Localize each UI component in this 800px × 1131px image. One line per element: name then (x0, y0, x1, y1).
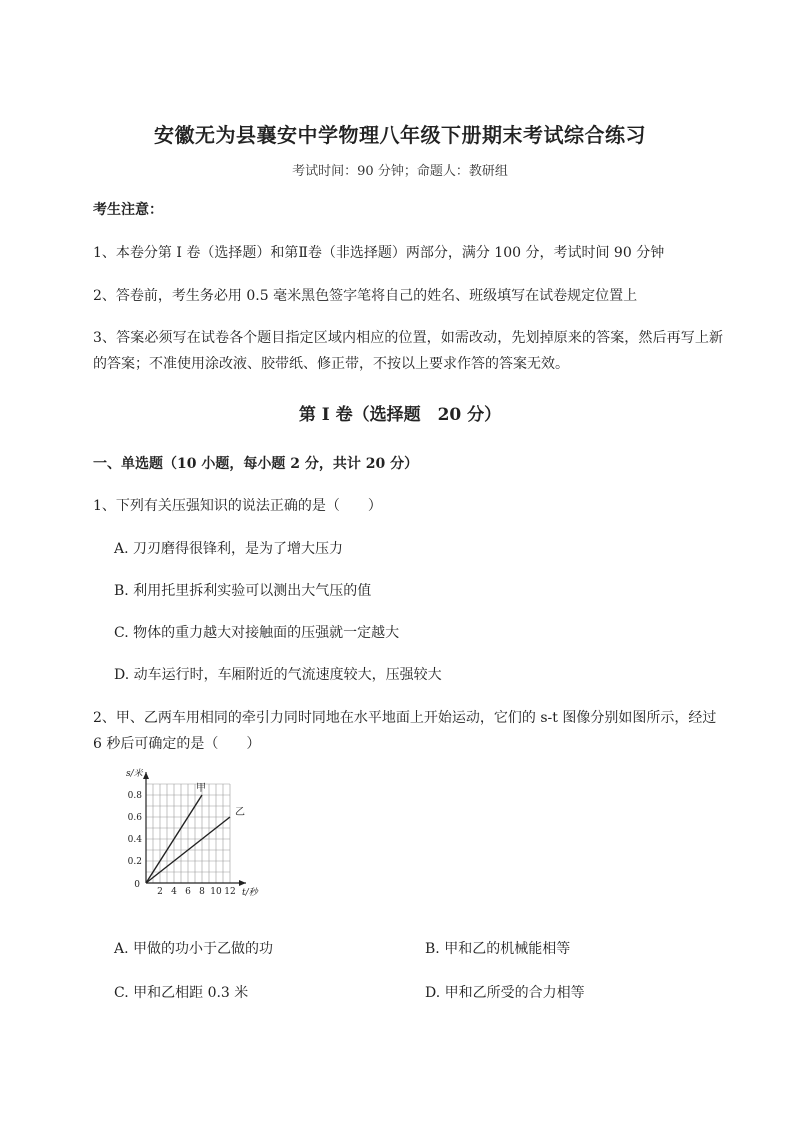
notice-heading: 考生注意： (93, 202, 163, 218)
chart-grid (146, 784, 230, 883)
part-heading: 一、单选题（10 小题，每小题 2 分，共计 20 分） (93, 456, 419, 472)
question-2-option-b: B. 甲和乙的机械能相等 (425, 941, 571, 957)
st-graph (108, 769, 278, 898)
x-axis-label: t/秒 (242, 888, 258, 898)
x-axis-arrow (239, 880, 246, 886)
y-tick-label: 0.6 (127, 813, 142, 823)
y-axis-label: s/米 (126, 769, 143, 779)
section-title: 第 I 卷（选择题 20 分） (298, 405, 502, 425)
series-label-1: 甲 (196, 783, 206, 794)
x-tick-label: 12 (224, 887, 236, 897)
question-2-stem-line-1: 2、甲、乙两车用相同的牵引力同时同地在水平地面上开始运动，它们的 s-t 图像分别如图所示，经过 (93, 710, 717, 726)
question-2-option-c: C. 甲和乙相距 0.3 米 (114, 985, 249, 1001)
x-tick-label: 10 (210, 887, 222, 897)
notice-item-1: 1、本卷分第 I 卷（选择题）和第Ⅱ卷（非选择题）两部分，满分 100 分，考试时间 90 分钟 (93, 245, 665, 261)
question-1-option-a: A. 刀刃磨得很锋利，是为了增大压力 (114, 541, 344, 557)
x-tick-label: 2 (157, 887, 163, 897)
x-tick-label: 6 (185, 887, 191, 897)
y-tick-label: 0.4 (127, 835, 142, 845)
question-1-option-b: B. 利用托里拆利实验可以测出大气压的值 (114, 583, 372, 599)
y-axis-arrow (143, 772, 149, 779)
series-label-2: 乙 (235, 807, 245, 818)
notice-item-2: 2、答卷前，考生务必用 0.5 毫米黑色签字笔将自己的姓名、班级填写在试卷规定位置上 (93, 288, 638, 304)
chart-axes (143, 772, 246, 886)
origin-label: 0 (134, 880, 140, 890)
question-1-option-c: C. 物体的重力越大对接触面的压强就一定越大 (114, 625, 400, 641)
exam-subtitle: 考试时间：90 分钟；命题人：教研组 (292, 164, 508, 179)
question-2-option-a: A. 甲做的功小于乙做的功 (114, 941, 274, 957)
y-tick-label: 0.2 (127, 857, 142, 867)
notice-item-3: 3、答案必须写在试卷各个题目指定区域内相应的位置，如需改动，先划掉原来的答案，然后再写上新的答案；不准使用涂改液、胶带纸、修正带，不按以上要求作答的答案无效。 (93, 330, 723, 372)
question-2-stem-line-2: 6 秒后可确定的是（ ） (93, 736, 261, 752)
x-tick-label: 8 (199, 887, 205, 897)
question-1-option-d: D. 动车运行时，车厢附近的气流速度较大，压强较大 (114, 667, 442, 683)
x-tick-label: 4 (171, 887, 177, 897)
question-2-option-d: D. 甲和乙所受的合力相等 (425, 985, 585, 1001)
y-tick-label: 0.8 (127, 791, 142, 801)
question-1-stem: 1、下列有关压强知识的说法正确的是（ ） (93, 498, 382, 514)
exam-title: 安徽无为县襄安中学物理八年级下册期末考试综合练习 (154, 123, 646, 147)
